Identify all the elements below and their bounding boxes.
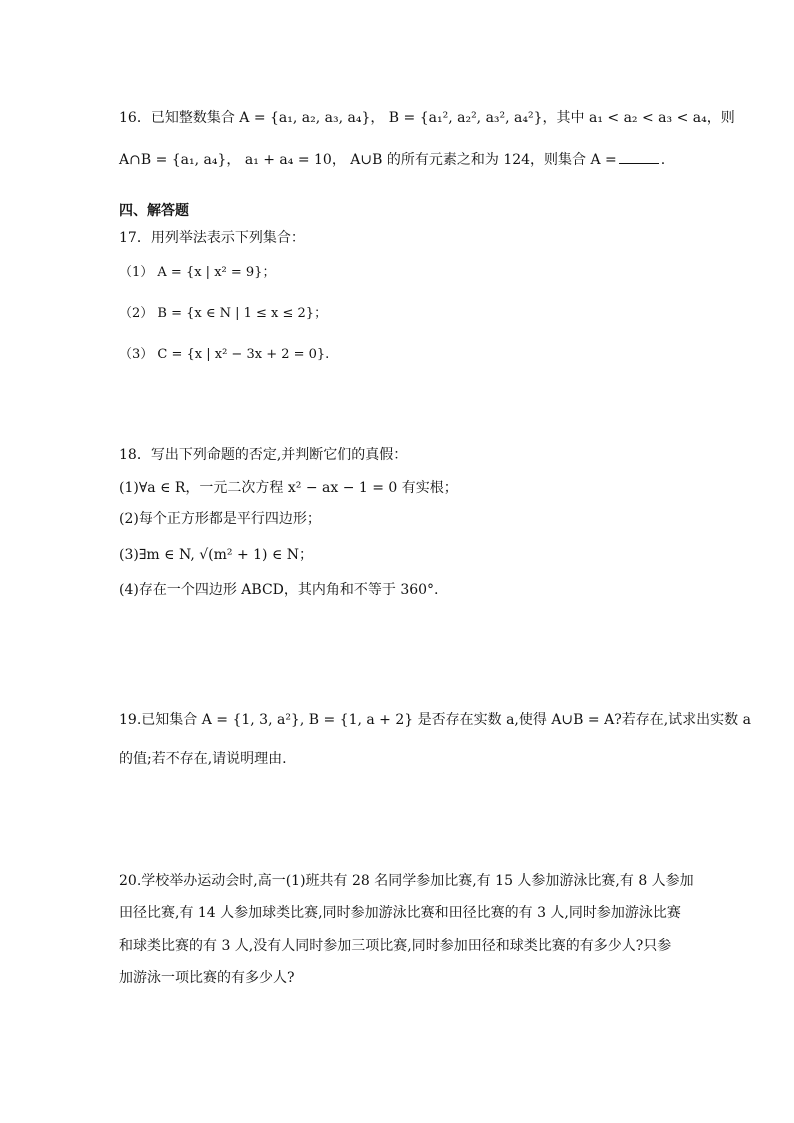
- q16-line-1: 16．已知整数集合 A = {a₁, a₂, a₃, a₄}， B = {a₁², a₂², a₃², a₄²}，其中 a₁ < a₂ < a₃ < a₄，则: [119, 110, 735, 126]
- q16-line-2-end: .: [660, 152, 666, 168]
- q20-line-3: 和球类比赛的有 3 人,没有人同时参加三项比赛,同时参加田径和球类比赛的有多少人?只参: [119, 938, 672, 954]
- q16-line-2: [119, 151, 665, 169]
- section-heading: 四、解答题: [119, 203, 189, 219]
- q19-line-1: 19.已知集合 A = {1, 3, a²}, B = {1, a + 2} 是否存在实数 a,使得 A∪B = A?若存在,试求出实数 a: [119, 712, 751, 728]
- q17-item-1: （1） A = {x | x² = 9}；: [119, 265, 276, 280]
- q20-line-2: 田径比赛,有 14 人参加球类比赛,同时参加游泳比赛和田径比赛的有 3 人,同时参加游泳比赛: [119, 905, 681, 921]
- q17-item-3: （3） C = {x | x² − 3x + 2 = 0}.: [119, 347, 330, 362]
- q18-item-1: (1)∀a ∈ R，一元二次方程 x² − ax − 1 = 0 有实根；: [119, 480, 458, 496]
- answer-blank: [619, 151, 659, 164]
- q20-line-4: 加游泳一项比赛的有多少人?: [119, 970, 295, 986]
- q16-line-2-text: A∩B = {a₁, a₄}， a₁ + a₄ = 10， A∪B 的所有元素之和为 124，则集合 A =: [119, 152, 617, 168]
- q17-title: 17．用列举法表示下列集合：: [119, 230, 305, 246]
- q19-line-2: 的值;若不存在,请说明理由.: [119, 751, 287, 767]
- q17-item-2: （2） B = {x ∈ N | 1 ≤ x ≤ 2}；: [119, 306, 328, 321]
- q18-item-2: (2)每个正方形都是平行四边形；: [119, 511, 321, 527]
- q18-item-4: (4)存在一个四边形 ABCD，其内角和不等于 360°.: [119, 582, 439, 598]
- q20-line-1: 20.学校举办运动会时,高一(1)班共有 28 名同学参加比赛,有 15 人参加游泳比赛,有 8 人参加: [119, 873, 694, 889]
- q18-title: 18．写出下列命题的否定,并判断它们的真假：: [119, 447, 408, 463]
- q18-item-3: (3)∃m ∈ N, √(m² + 1) ∈ N；: [119, 547, 314, 563]
